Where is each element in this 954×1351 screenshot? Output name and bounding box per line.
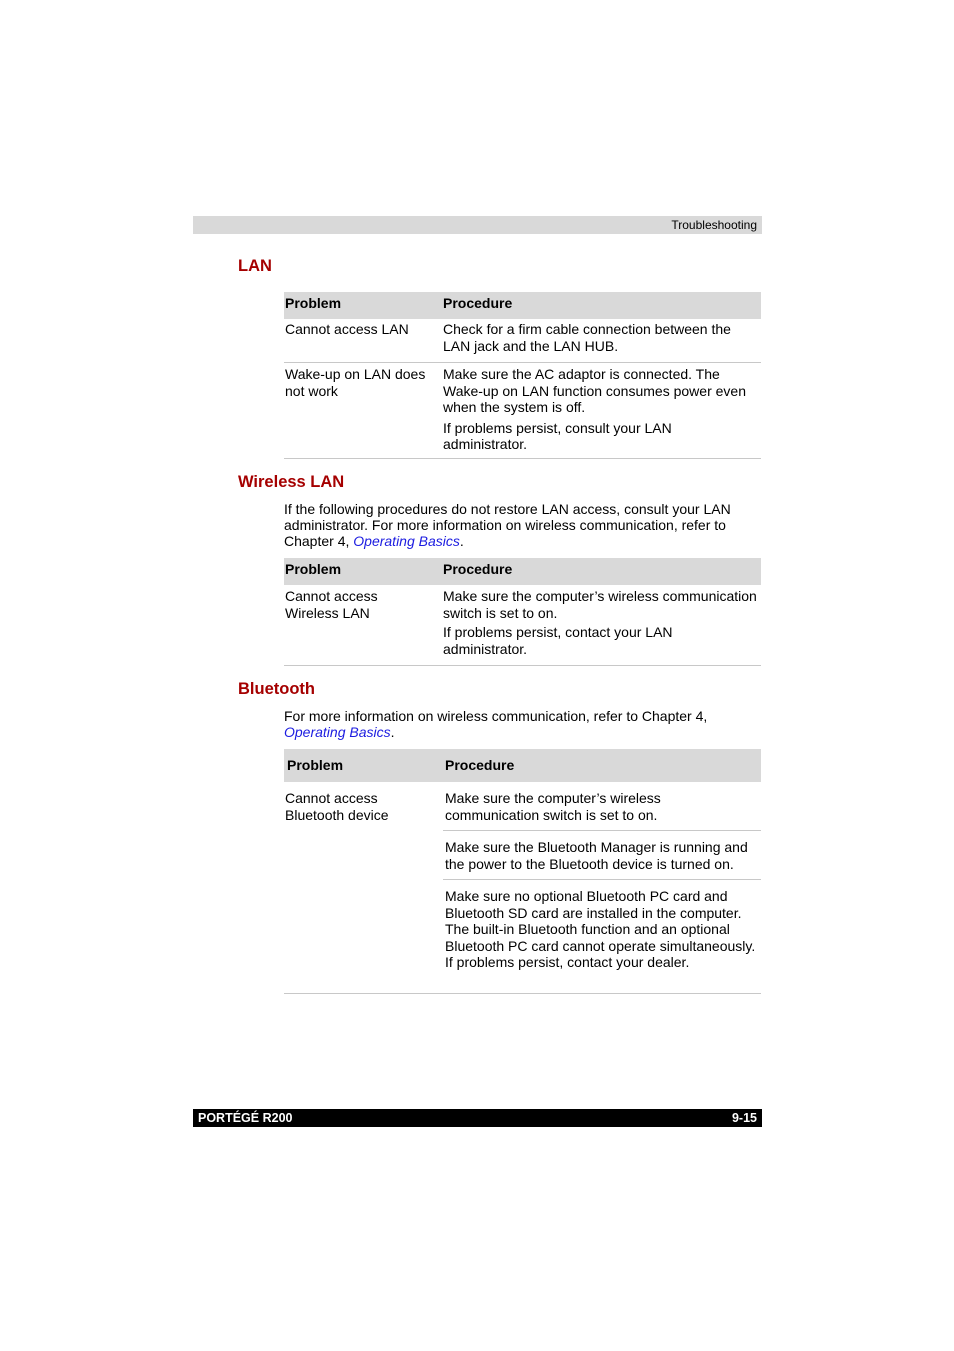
running-title: Troubleshooting <box>671 218 757 232</box>
procedure-cell <box>443 366 759 453</box>
operating-basics-link[interactable]: Operating Basics <box>353 533 460 549</box>
column-header-procedure: Procedure <box>443 561 513 577</box>
section-title-lan: LAN <box>238 257 272 275</box>
problem-cell: Wake-up on LAN does not work <box>285 366 426 399</box>
procedure-cell <box>443 831 761 880</box>
procedure-cell <box>443 321 759 354</box>
procedure-text: If problems persist, contact your LAN administrator. <box>443 624 673 657</box>
problem-cell: Cannot access LAN <box>285 321 409 337</box>
intro-end: . <box>459 533 464 549</box>
procedure-text: Make sure the computer’s wireless communication switch is set to on. <box>445 790 661 823</box>
problem-cell: Cannot access Wireless LAN <box>285 588 378 621</box>
bluetooth-table <box>284 749 761 994</box>
problem-cell: Cannot access Bluetooth device <box>285 790 389 823</box>
procedure-text: Make sure no optional Bluetooth PC card and Bluetooth SD card are installed in the computer. The built-in Bluetooth function and an optional Bluetooth PC card cannot operate simultaneously. If problems persist, contact your dealer. <box>445 888 756 970</box>
table-row <box>284 319 761 363</box>
procedure-cell <box>443 880 761 971</box>
section-title-bluetooth: Bluetooth <box>238 680 315 698</box>
table-header <box>284 558 761 585</box>
procedure-cell <box>443 588 759 657</box>
column-header-procedure: Procedure <box>445 757 515 773</box>
intro-text: If the following procedures do not restore LAN access, consult your LAN administrator. For more information on wireless communication, refer to Chapter 4, <box>284 501 731 549</box>
intro-text: For more information on wireless communication, refer to Chapter 4, <box>284 708 708 724</box>
wireless-intro <box>284 501 754 549</box>
section-title-wireless-lan: Wireless LAN <box>238 473 345 491</box>
procedure-text: Make sure the Bluetooth Manager is running and the power to the Bluetooth device is turned on. <box>445 839 748 872</box>
procedure-cell <box>443 782 761 831</box>
column-header-problem: Problem <box>285 561 342 577</box>
wireless-lan-table <box>284 558 761 666</box>
column-header-problem: Problem <box>287 757 344 773</box>
operating-basics-link[interactable]: Operating Basics <box>284 724 391 740</box>
product-name: PORTÉGÉ R200 <box>198 1111 293 1125</box>
table-header <box>284 292 761 319</box>
procedure-text: Check for a firm cable connection between the LAN jack and the LAN HUB. <box>443 321 731 354</box>
lan-table <box>284 292 761 459</box>
table-row <box>284 585 761 666</box>
procedure-text: Make sure the computer’s wireless communication switch is set to on. <box>443 588 757 621</box>
column-header-procedure: Procedure <box>443 295 513 311</box>
table-row <box>284 363 761 459</box>
bluetooth-intro <box>284 708 754 740</box>
procedure-text: Make sure the AC adaptor is connected. The Wake-up on LAN function consumes power even when the system is off. <box>443 366 746 415</box>
table-header <box>284 749 761 782</box>
intro-end: . <box>390 724 395 740</box>
procedure-text: If problems persist, consult your LAN administrator. <box>443 419 672 452</box>
column-header-problem: Problem <box>285 295 342 311</box>
page-number: 9-15 <box>731 1111 757 1125</box>
header-bar <box>193 216 762 234</box>
footer-bar <box>193 1109 762 1127</box>
